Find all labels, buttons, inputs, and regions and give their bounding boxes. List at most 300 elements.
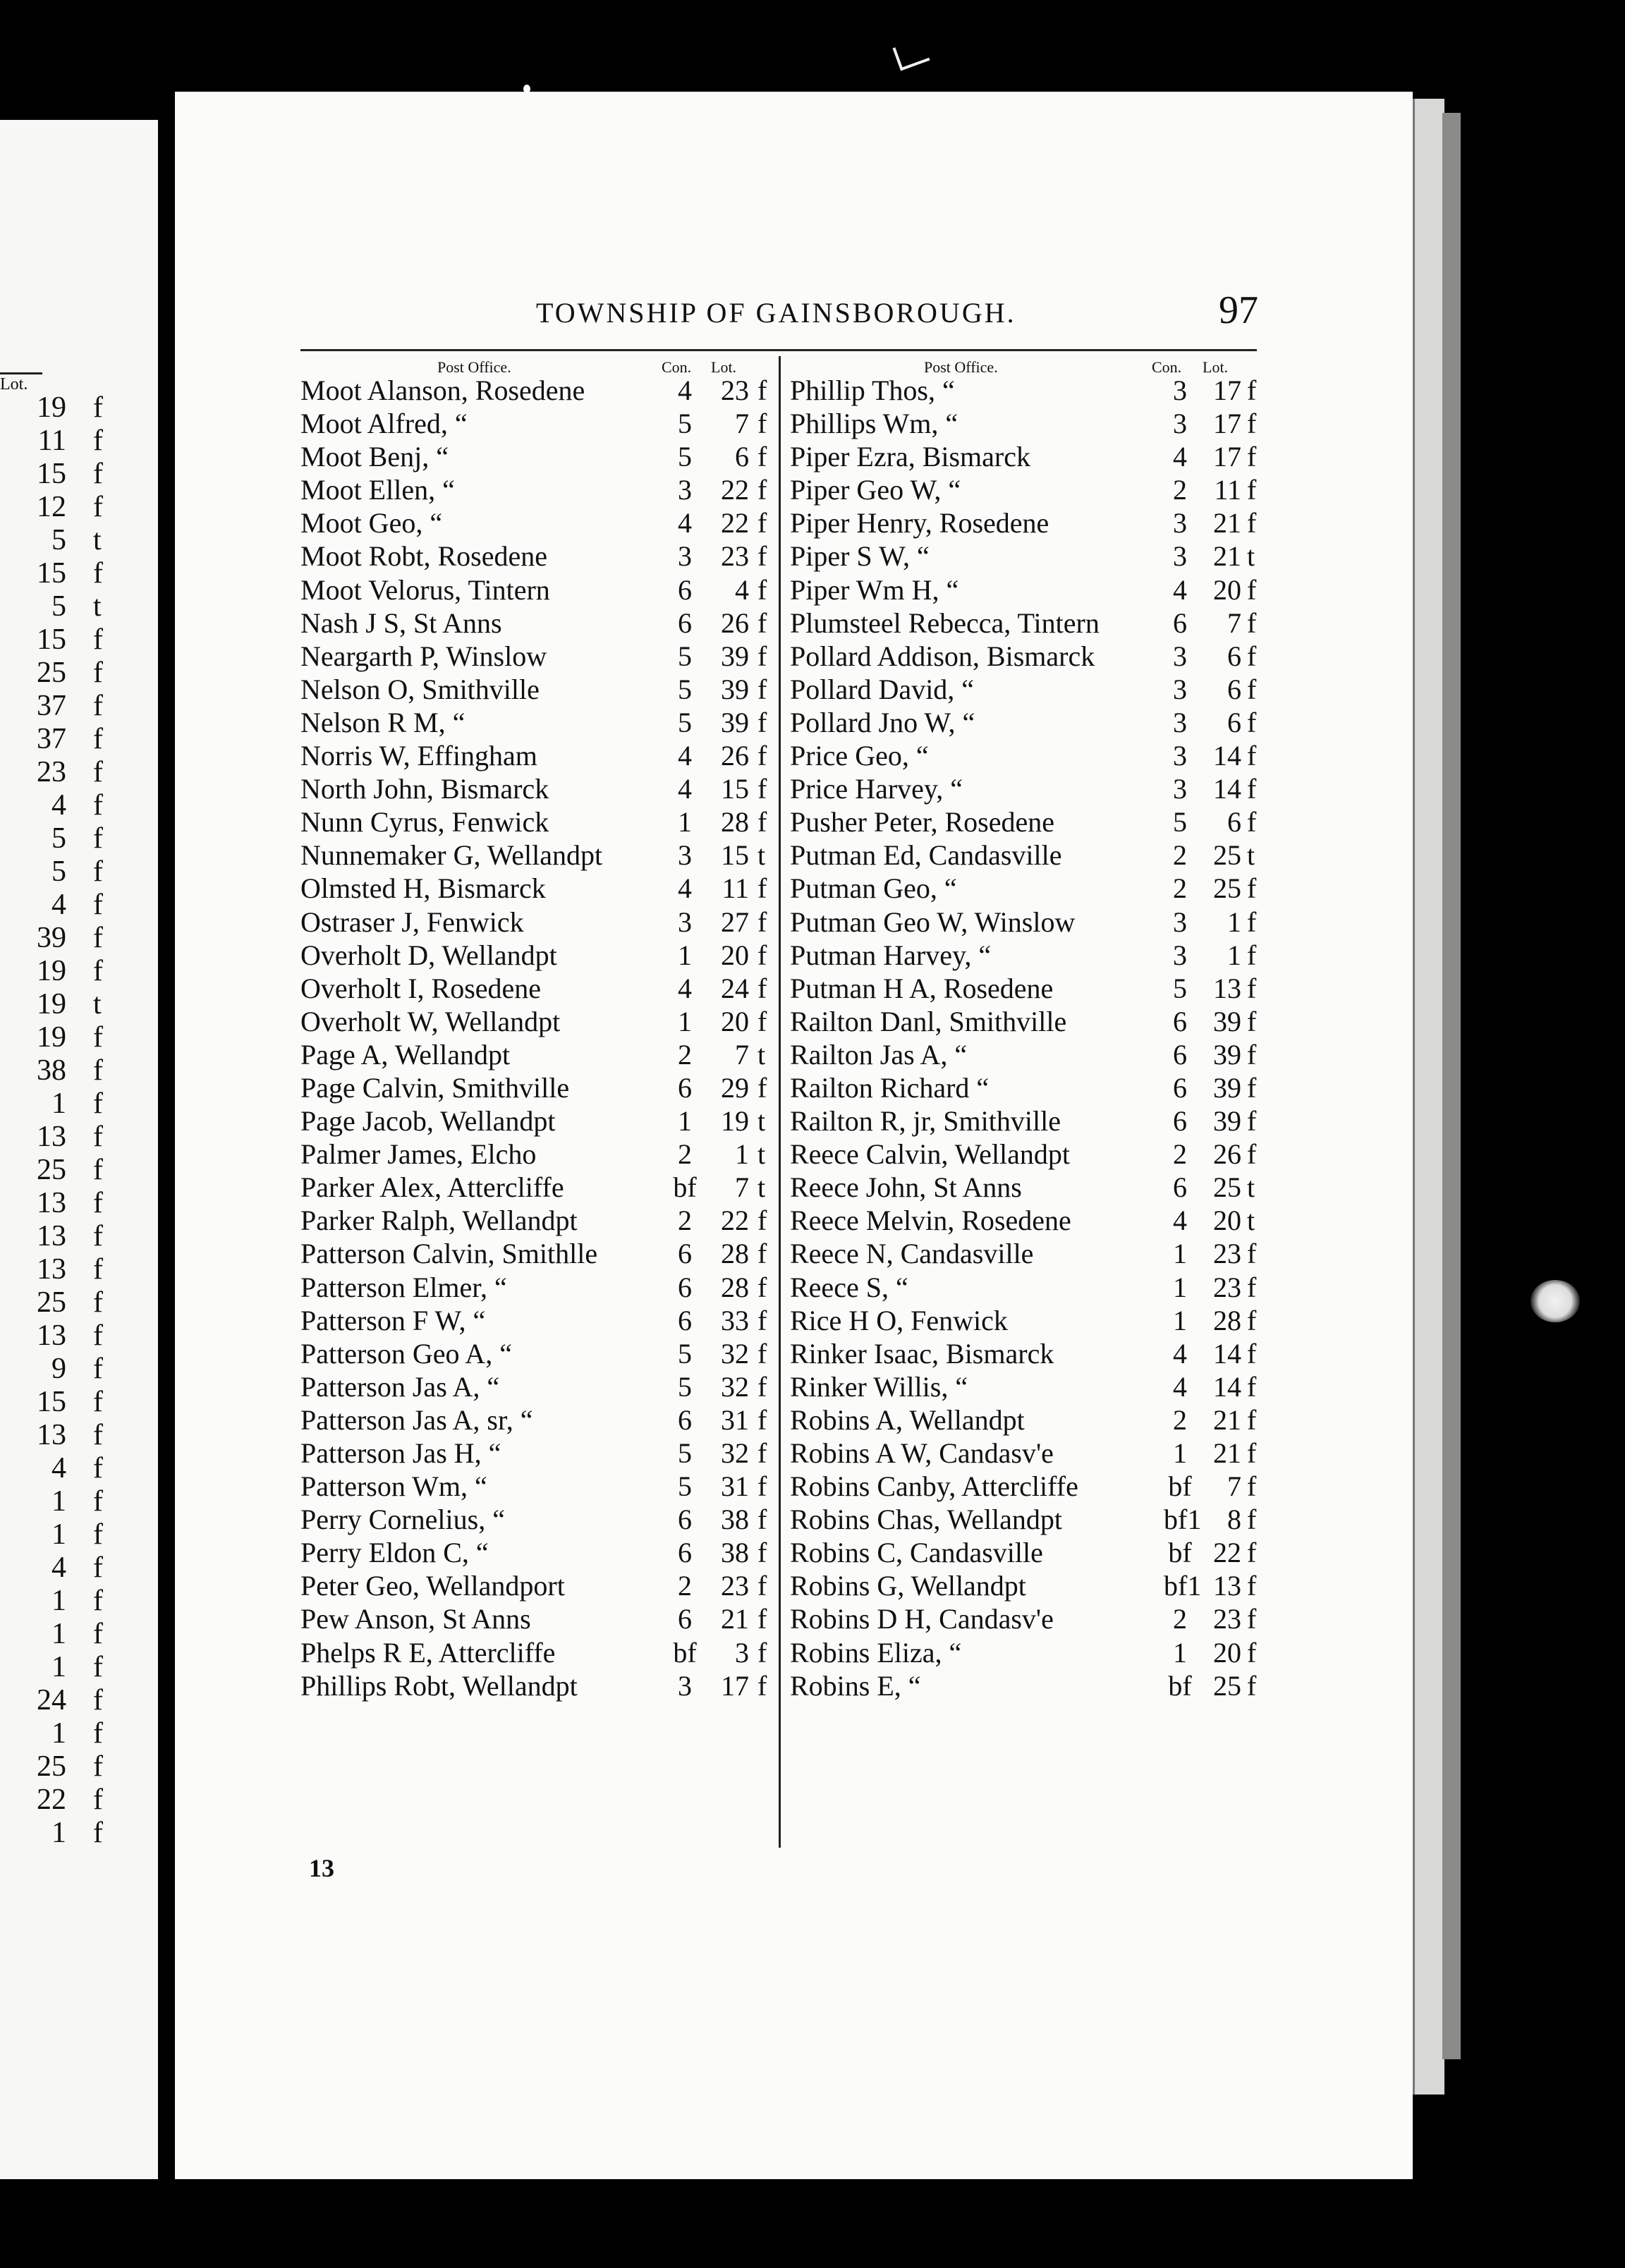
entry-lot: 20 [721,1005,749,1037]
entry-lot: 23 [1213,1238,1241,1270]
entry-lot: 4 [735,573,749,606]
facing-page-tenure: f [93,557,103,590]
facing-page-lot: 9 [51,1353,66,1385]
entry-con: 4 [678,972,692,1004]
facing-page-tenure: f [93,1054,103,1087]
entry-name: Plumsteel Rebecca, Tintern [790,606,1100,639]
entry-lot: 15 [721,839,749,872]
entry-lot: 14 [1213,1337,1241,1370]
directory-entry [300,1104,777,1138]
entry-tenure: f [757,1504,767,1536]
entry-lot: 3 [735,1636,749,1669]
entry-con: 2 [678,1570,692,1602]
entry-tenure: f [1247,1105,1257,1138]
entry-con: 5 [678,1470,692,1503]
entry-con: 6 [1173,1071,1187,1104]
entry-lot: 32 [721,1370,749,1403]
facing-page-tenure: f [93,922,103,954]
entry-tenure: f [757,1437,767,1469]
entry-name: Patterson Jas A, sr, “ [300,1403,533,1436]
entry-tenure: f [757,1337,767,1370]
facing-page-lot: 25 [37,657,66,689]
entry-tenure: t [757,839,766,872]
entry-tenure: t [757,1138,766,1171]
entry-lot: 33 [721,1304,749,1336]
entry-tenure: f [1247,1403,1257,1436]
entry-lot: 7 [735,1038,749,1071]
entry-lot: 13 [1213,1570,1241,1602]
column-divider [779,356,781,1848]
directory-entry [790,906,1277,939]
entry-con: 5 [678,1437,692,1469]
entry-con: 3 [1173,740,1187,772]
facing-page-tenure: f [93,1784,103,1816]
entry-lot: 6 [1227,673,1241,705]
facing-page-entry [0,1452,158,1485]
directory-entry [300,772,777,805]
entry-con: 1 [1173,1437,1187,1469]
facing-page-lot: 19 [37,988,66,1020]
entry-tenure: f [757,939,767,971]
entry-con: 6 [678,1537,692,1569]
facing-page-entry [0,1551,158,1585]
facing-page-lot: 37 [37,690,66,722]
entry-tenure: f [1247,1304,1257,1336]
directory-entry [790,1337,1277,1370]
entry-lot: 13 [1213,972,1241,1004]
directory-entry [790,1536,1277,1569]
entry-tenure: f [1247,706,1257,738]
entry-tenure: f [757,740,767,772]
facing-page-lot: 1 [51,1618,66,1650]
directory-entry [300,839,777,872]
entry-con: bf [673,1636,697,1669]
entry-lot: 20 [1213,573,1241,606]
entry-tenure: f [757,1205,767,1237]
entry-tenure: f [1247,972,1257,1004]
entry-con: 2 [1173,839,1187,872]
entry-con: 6 [678,606,692,639]
entry-con: bf [673,1171,697,1204]
facing-page-lot: 4 [51,789,66,822]
entry-tenure: f [1247,773,1257,805]
facing-page-lot: 13 [37,1220,66,1252]
facing-page-tenure: f [93,1087,103,1120]
entry-con: 3 [1173,640,1187,672]
entry-con: 4 [678,374,692,406]
entry-lot: 39 [1213,1038,1241,1071]
directory-entry [300,1038,777,1071]
facing-page-tenure: f [93,1817,103,1849]
entry-name: Overholt W, Wellandpt [300,1005,561,1037]
facing-page-tenure: t [93,590,102,623]
facing-page-entry [0,491,158,524]
entry-lot: 39 [721,673,749,705]
entry-lot: 28 [721,1271,749,1303]
entry-con: 3 [1173,773,1187,805]
entry-tenure: t [1247,1171,1255,1204]
facing-page-lot: 15 [37,557,66,590]
entry-tenure: f [757,1570,767,1602]
entry-name: Moot Velorus, Tintern [300,573,550,606]
facing-page-lot: 13 [37,1319,66,1352]
entry-lot: 17 [1213,408,1241,440]
entry-tenure: f [1247,1071,1257,1104]
entry-name: Patterson Geo A, “ [300,1337,512,1370]
facing-page-lot: 22 [37,1784,66,1816]
page-stack-edge [1413,99,1444,2095]
facing-page-tenure: f [93,1220,103,1252]
entry-tenure: f [1247,1537,1257,1569]
facing-page-entry [0,1386,158,1419]
facing-page-lot: 5 [51,590,66,623]
directory-entry [300,1304,777,1337]
directory-entry [790,872,1277,905]
entry-lot: 39 [1213,1105,1241,1138]
facing-page-tenure: f [93,623,103,656]
entry-name: Reece Melvin, Rosedene [790,1205,1071,1237]
book-cover-edge [1442,113,1461,2059]
entry-name: Reece N, Candasville [790,1238,1034,1270]
facing-page-lot: 38 [37,1054,66,1087]
entry-tenure: f [757,806,767,839]
directory-entry [300,1271,777,1304]
entry-name: Piper Ezra, Bismarck [790,441,1030,473]
entry-name: Phillips Robt, Wellandpt [300,1669,578,1702]
entry-con: 6 [1173,1038,1187,1071]
facing-page-tenure: f [93,1021,103,1054]
facing-page-tenure: t [93,988,102,1020]
facing-page-entry [0,1253,158,1286]
entry-con: 3 [1173,540,1187,573]
entry-name: Palmer James, Elcho [300,1138,537,1171]
entry-lot: 17 [1213,441,1241,473]
directory-entry [790,1138,1277,1171]
directory-entry [790,1005,1277,1038]
directory-entry [790,1403,1277,1437]
entry-lot: 31 [721,1403,749,1436]
entry-con: 5 [678,441,692,473]
entry-lot: 1 [1227,906,1241,938]
entry-tenure: f [1247,1669,1257,1702]
facing-page-tenure: f [93,1187,103,1219]
entry-name: Perry Cornelius, “ [300,1504,505,1536]
facing-page-tenure: f [93,657,103,689]
facing-page-tenure: f [93,1154,103,1186]
entry-tenure: f [757,1669,767,1702]
facing-page-tenure: f [93,855,103,888]
entry-name: Pusher Peter, Rosedene [790,806,1054,839]
entry-tenure: t [757,1038,766,1071]
left-page-lot-heading: Lot. [0,375,28,394]
facing-page-tenure: f [93,1717,103,1750]
entry-con: 6 [678,573,692,606]
entry-name: Railton R, jr, Smithville [790,1105,1061,1138]
entry-name: Norris W, Effingham [300,740,537,772]
entry-tenure: f [757,1470,767,1503]
entry-name: Page Jacob, Wellandpt [300,1105,556,1138]
directory-entry [790,1569,1277,1602]
entry-con: 2 [1173,1403,1187,1436]
facing-page-entry [0,822,158,855]
entry-lot: 39 [1213,1071,1241,1104]
entry-con: 1 [1173,1304,1187,1336]
facing-page-lot: 19 [37,955,66,987]
directory-entry [790,673,1277,706]
directory-entry [790,1204,1277,1237]
entry-lot: 32 [721,1437,749,1469]
facing-page-lot: 25 [37,1286,66,1319]
directory-entry [300,1669,777,1702]
entry-con: 6 [678,1238,692,1270]
facing-page-lot: 19 [37,1021,66,1054]
entry-tenure: f [1247,1138,1257,1171]
entry-tenure: f [1247,640,1257,672]
directory-entry [300,506,777,539]
entry-con: 1 [678,1005,692,1037]
entry-name: Neargarth P, Winslow [300,640,547,672]
directory-entry [300,1403,777,1437]
entry-tenure: f [757,441,767,473]
facing-page-entry [0,557,158,590]
entry-con: 5 [678,1370,692,1403]
facing-page-tenure: f [93,1319,103,1352]
entry-con: 5 [678,1337,692,1370]
directory-entry [790,939,1277,972]
entry-tenure: f [1247,939,1257,971]
directory-entry [300,1071,777,1104]
scan-speck [523,85,530,93]
entry-con: 2 [678,1205,692,1237]
facing-page-lot: 13 [37,1419,66,1451]
entry-con: 6 [1173,1005,1187,1037]
entry-name: Putman H A, Rosedene [790,972,1054,1004]
entry-con: bf1 [1164,1570,1202,1602]
facing-page-tenure: f [93,1286,103,1319]
entry-tenure: f [1247,1238,1257,1270]
entry-name: Railton Richard “ [790,1071,990,1104]
facing-page-lot: 11 [37,425,66,457]
entry-tenure: f [1247,872,1257,905]
directory-entry [300,1503,777,1536]
entry-con: 2 [1173,872,1187,905]
facing-page-lot: 5 [51,524,66,556]
entry-con: 2 [1173,1603,1187,1635]
entry-lot: 23 [1213,1603,1241,1635]
entry-name: Nelson R M, “ [300,706,465,738]
facing-page-tenure: f [93,1485,103,1518]
directory-entry [790,606,1277,640]
facing-page-entry [0,1353,158,1386]
facing-page-lot: 5 [51,855,66,888]
facing-page-lot: 1 [51,1485,66,1518]
entry-lot: 21 [1213,507,1241,539]
entry-con: 6 [1173,606,1187,639]
entry-lot: 39 [721,640,749,672]
entry-lot: 22 [1213,1537,1241,1569]
entry-name: Patterson Elmer, “ [300,1271,507,1303]
entry-lot: 23 [721,540,749,573]
facing-page-entry [0,1717,158,1750]
entry-name: Moot Robt, Rosedene [300,540,547,573]
entry-name: Phelps R E, Attercliffe [300,1636,556,1669]
entry-con: 6 [678,1304,692,1336]
facing-page-tenure: f [93,1618,103,1650]
entry-tenure: f [1247,374,1257,406]
facing-page-tenure: f [93,1585,103,1617]
scan-smudge [1530,1280,1580,1322]
entry-tenure: t [1247,1205,1255,1237]
entry-tenure: f [757,872,767,905]
entry-name: Robins A, Wellandpt [790,1403,1025,1436]
entry-name: Pollard Jno W, “ [790,706,975,738]
facing-page-entry [0,922,158,955]
entry-lot: 26 [721,606,749,639]
entry-tenure: f [1247,1570,1257,1602]
directory-entry [300,1536,777,1569]
entry-tenure: f [757,474,767,506]
facing-page-tenure: f [93,1419,103,1451]
page-number: 97 [1219,288,1258,332]
entry-tenure: f [757,1370,767,1403]
entry-tenure: t [757,1171,766,1204]
directory-entry [300,640,777,673]
facing-page-tenure: f [93,889,103,921]
facing-page-tenure: f [93,756,103,788]
entry-tenure: f [1247,740,1257,772]
facing-page-lot: 15 [37,1386,66,1418]
entry-name: Reece Calvin, Wellandpt [790,1138,1071,1171]
entry-tenure: f [757,906,767,938]
directory-entry [300,1204,777,1237]
directory-entry [300,374,777,407]
entry-tenure: f [757,1005,767,1037]
entry-tenure: f [757,1271,767,1303]
facing-page-entry [0,756,158,789]
entry-con: 3 [1173,408,1187,440]
entry-name: Ostraser J, Fenwick [300,906,524,938]
entry-con: 5 [1173,972,1187,1004]
entry-con: 3 [678,540,692,573]
directory-entry [790,506,1277,539]
entry-lot: 14 [1213,773,1241,805]
facing-page-tenure: f [93,822,103,855]
facing-page-tenure: f [93,1518,103,1551]
entry-lot: 14 [1213,1370,1241,1403]
directory-entry [790,1437,1277,1470]
directory-entry [300,1437,777,1470]
entry-lot: 25 [1213,1669,1241,1702]
facing-page-entry [0,1087,158,1121]
entry-name: Parker Alex, Attercliffe [300,1171,564,1204]
entry-name: Robins D H, Candasv'e [790,1603,1054,1635]
entry-name: Overholt D, Wellandpt [300,939,557,971]
facing-page-lot: 5 [51,822,66,855]
entry-lot: 23 [721,1570,749,1602]
entry-name: Putman Harvey, “ [790,939,992,971]
facing-page-entry [0,623,158,657]
directory-entry [790,972,1277,1005]
entry-lot: 28 [1213,1304,1241,1336]
entry-con: 3 [678,474,692,506]
entry-lot: 1 [1227,939,1241,971]
entry-name: Moot Alfred, “ [300,408,468,440]
directory-entry [790,440,1277,473]
entry-lot: 6 [1227,706,1241,738]
facing-page-entry [0,590,158,623]
facing-page-entry [0,1817,158,1850]
entry-tenure: f [757,540,767,573]
left-page-rule [0,372,42,374]
entry-con: 5 [678,706,692,738]
entry-lot: 21 [1213,540,1241,573]
facing-page-tenure: f [93,789,103,822]
directory-entry [300,906,777,939]
entry-tenure: f [1247,474,1257,506]
facing-page-entry [0,690,158,723]
entry-tenure: f [757,1238,767,1270]
facing-page-lot: 37 [37,723,66,755]
entry-con: 5 [678,408,692,440]
facing-page-lot: 25 [37,1750,66,1783]
entry-name: Putman Ed, Candasville [790,839,1062,872]
entry-con: 3 [678,906,692,938]
facing-page-tenure: f [93,1651,103,1683]
facing-page-tenure: f [93,1353,103,1385]
facing-page-lot: 4 [51,1551,66,1584]
entry-con: 1 [1173,1636,1187,1669]
facing-page-entry [0,789,158,822]
entry-name: Putman Geo, “ [790,872,957,905]
entry-lot: 25 [1213,1171,1241,1204]
entry-name: Olmsted H, Bismarck [300,872,546,905]
entry-lot: 22 [721,1205,749,1237]
facing-page-lot: 19 [37,391,66,424]
facing-page-lot: 23 [37,756,66,788]
signature-mark: 13 [309,1854,334,1882]
facing-page-entry [0,1121,158,1154]
entry-name: Pew Anson, St Anns [300,1603,531,1635]
entry-lot: 11 [722,872,749,905]
facing-page-tenure: f [93,391,103,424]
entry-tenure: f [1247,673,1257,705]
directory-entry [300,440,777,473]
entry-tenure: f [757,1537,767,1569]
entry-con: 4 [1173,1337,1187,1370]
entry-lot: 25 [1213,839,1241,872]
facing-page-lot: 1 [51,1817,66,1849]
entry-lot: 7 [1227,606,1241,639]
entry-name: Rice H O, Fenwick [790,1304,1008,1336]
directory-entry [300,706,777,739]
facing-page-entry [0,425,158,458]
entry-name: Reece S, “ [790,1271,908,1303]
entry-name: Moot Alanson, Rosedene [300,374,585,406]
entry-name: Nunnemaker G, Wellandpt [300,839,603,872]
entry-lot: 19 [721,1105,749,1138]
directory-entry [300,573,777,606]
directory-entry [790,772,1277,805]
facing-page-entry [0,1319,158,1353]
facing-page-lot: 24 [37,1684,66,1717]
entry-tenure: f [757,1071,767,1104]
directory-entry [300,606,777,640]
entry-name: Price Harvey, “ [790,773,963,805]
entry-name: Pollard Addison, Bismarck [790,640,1095,672]
entry-con: 6 [1173,1105,1187,1138]
facing-page-lot: 1 [51,1651,66,1683]
entry-tenure: f [1247,806,1257,839]
